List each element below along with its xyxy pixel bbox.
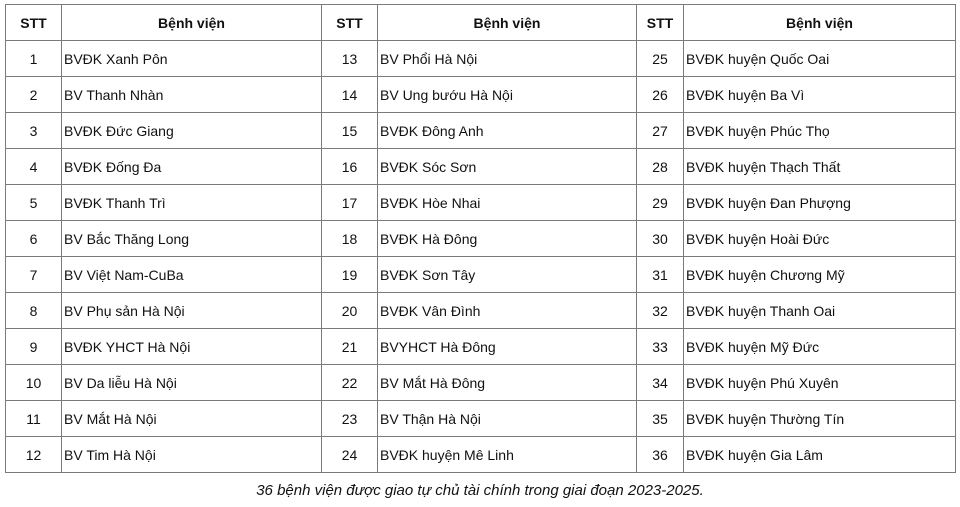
hospital-name-cell: BV Mắt Hà Nội [62, 401, 322, 437]
hospital-name-cell: BV Phụ sản Hà Nội [62, 293, 322, 329]
hospital-name-cell: BVĐK huyện Quốc Oai [684, 41, 956, 77]
stt-cell: 11 [6, 401, 62, 437]
hospital-name-cell: BV Da liễu Hà Nội [62, 365, 322, 401]
stt-cell: 22 [322, 365, 378, 401]
table-row [6, 113, 956, 149]
hospital-name-cell: BV Ung bướu Hà Nội [378, 77, 637, 113]
table-row [6, 365, 956, 401]
header-hospital: Bệnh viện [378, 5, 637, 41]
table-row [6, 293, 956, 329]
stt-cell: 3 [6, 113, 62, 149]
stt-cell: 4 [6, 149, 62, 185]
stt-cell: 21 [322, 329, 378, 365]
header-stt: STT [6, 5, 62, 41]
stt-cell: 5 [6, 185, 62, 221]
stt-cell: 35 [637, 401, 684, 437]
stt-cell: 28 [637, 149, 684, 185]
hospital-name-cell: BVĐK huyện Đan Phượng [684, 185, 956, 221]
hospital-name-cell: BVĐK Đức Giang [62, 113, 322, 149]
header-stt: STT [322, 5, 378, 41]
hospital-name-cell: BVĐK huyện Hoài Đức [684, 221, 956, 257]
hospital-name-cell: BVĐK huyện Thạch Thất [684, 149, 956, 185]
hospital-name-cell: BV Thanh Nhàn [62, 77, 322, 113]
stt-cell: 27 [637, 113, 684, 149]
stt-cell: 18 [322, 221, 378, 257]
stt-cell: 1 [6, 41, 62, 77]
stt-cell: 36 [637, 437, 684, 473]
hospital-name-cell: BVĐK Đống Đa [62, 149, 322, 185]
table-row [6, 437, 956, 473]
stt-cell: 2 [6, 77, 62, 113]
stt-cell: 34 [637, 365, 684, 401]
hospital-name-cell: BVĐK YHCT Hà Nội [62, 329, 322, 365]
hospital-name-cell: BVĐK huyện Mê Linh [378, 437, 637, 473]
hospital-name-cell: BVĐK huyện Chương Mỹ [684, 257, 956, 293]
stt-cell: 13 [322, 41, 378, 77]
hospital-name-cell: BVĐK Vân Đình [378, 293, 637, 329]
hospital-name-cell: BVĐK Sóc Sơn [378, 149, 637, 185]
table-row [6, 149, 956, 185]
table-row [6, 329, 956, 365]
stt-cell: 20 [322, 293, 378, 329]
stt-cell: 16 [322, 149, 378, 185]
stt-cell: 7 [6, 257, 62, 293]
hospital-name-cell: BVĐK huyện Thường Tín [684, 401, 956, 437]
stt-cell: 29 [637, 185, 684, 221]
stt-cell: 33 [637, 329, 684, 365]
stt-cell: 24 [322, 437, 378, 473]
header-hospital: Bệnh viện [684, 5, 956, 41]
hospital-name-cell: BVĐK huyện Phúc Thọ [684, 113, 956, 149]
stt-cell: 8 [6, 293, 62, 329]
hospital-name-cell: BVĐK huyện Gia Lâm [684, 437, 956, 473]
table-row [6, 41, 956, 77]
header-stt: STT [637, 5, 684, 41]
hospital-name-cell: BV Thận Hà Nội [378, 401, 637, 437]
hospital-name-cell: BVĐK Hòe Nhai [378, 185, 637, 221]
hospital-name-cell: BVĐK Hà Đông [378, 221, 637, 257]
stt-cell: 6 [6, 221, 62, 257]
hospital-name-cell: BV Phổi Hà Nội [378, 41, 637, 77]
hospital-name-cell: BVĐK huyện Mỹ Đức [684, 329, 956, 365]
table-body [6, 41, 956, 473]
hospital-name-cell: BVĐK huyện Ba Vì [684, 77, 956, 113]
stt-cell: 12 [6, 437, 62, 473]
stt-cell: 19 [322, 257, 378, 293]
table-header-row [6, 5, 956, 41]
hospital-name-cell: BVĐK Sơn Tây [378, 257, 637, 293]
hospital-name-cell: BVĐK Đông Anh [378, 113, 637, 149]
stt-cell: 14 [322, 77, 378, 113]
stt-cell: 32 [637, 293, 684, 329]
stt-cell: 10 [6, 365, 62, 401]
table-row [6, 185, 956, 221]
stt-cell: 26 [637, 77, 684, 113]
table-row [6, 401, 956, 437]
table-row [6, 221, 956, 257]
hospital-name-cell: BV Việt Nam-CuBa [62, 257, 322, 293]
stt-cell: 23 [322, 401, 378, 437]
hospital-name-cell: BVYHCT Hà Đông [378, 329, 637, 365]
hospital-name-cell: BV Bắc Thăng Long [62, 221, 322, 257]
stt-cell: 31 [637, 257, 684, 293]
hospital-table [5, 4, 956, 473]
table-row [6, 77, 956, 113]
table-row [6, 257, 956, 293]
hospital-name-cell: BV Mắt Hà Đông [378, 365, 637, 401]
stt-cell: 25 [637, 41, 684, 77]
hospital-name-cell: BVĐK huyện Phú Xuyên [684, 365, 956, 401]
header-hospital: Bệnh viện [62, 5, 322, 41]
stt-cell: 15 [322, 113, 378, 149]
stt-cell: 9 [6, 329, 62, 365]
hospital-name-cell: BVĐK huyện Thanh Oai [684, 293, 956, 329]
table-caption: 36 bệnh viện được giao tự chủ tài chính trong giai đoạn 2023-2025. [256, 482, 704, 499]
hospital-name-cell: BVĐK Thanh Trì [62, 185, 322, 221]
stt-cell: 30 [637, 221, 684, 257]
hospital-name-cell: BV Tim Hà Nội [62, 437, 322, 473]
hospital-name-cell: BVĐK Xanh Pôn [62, 41, 322, 77]
stt-cell: 17 [322, 185, 378, 221]
